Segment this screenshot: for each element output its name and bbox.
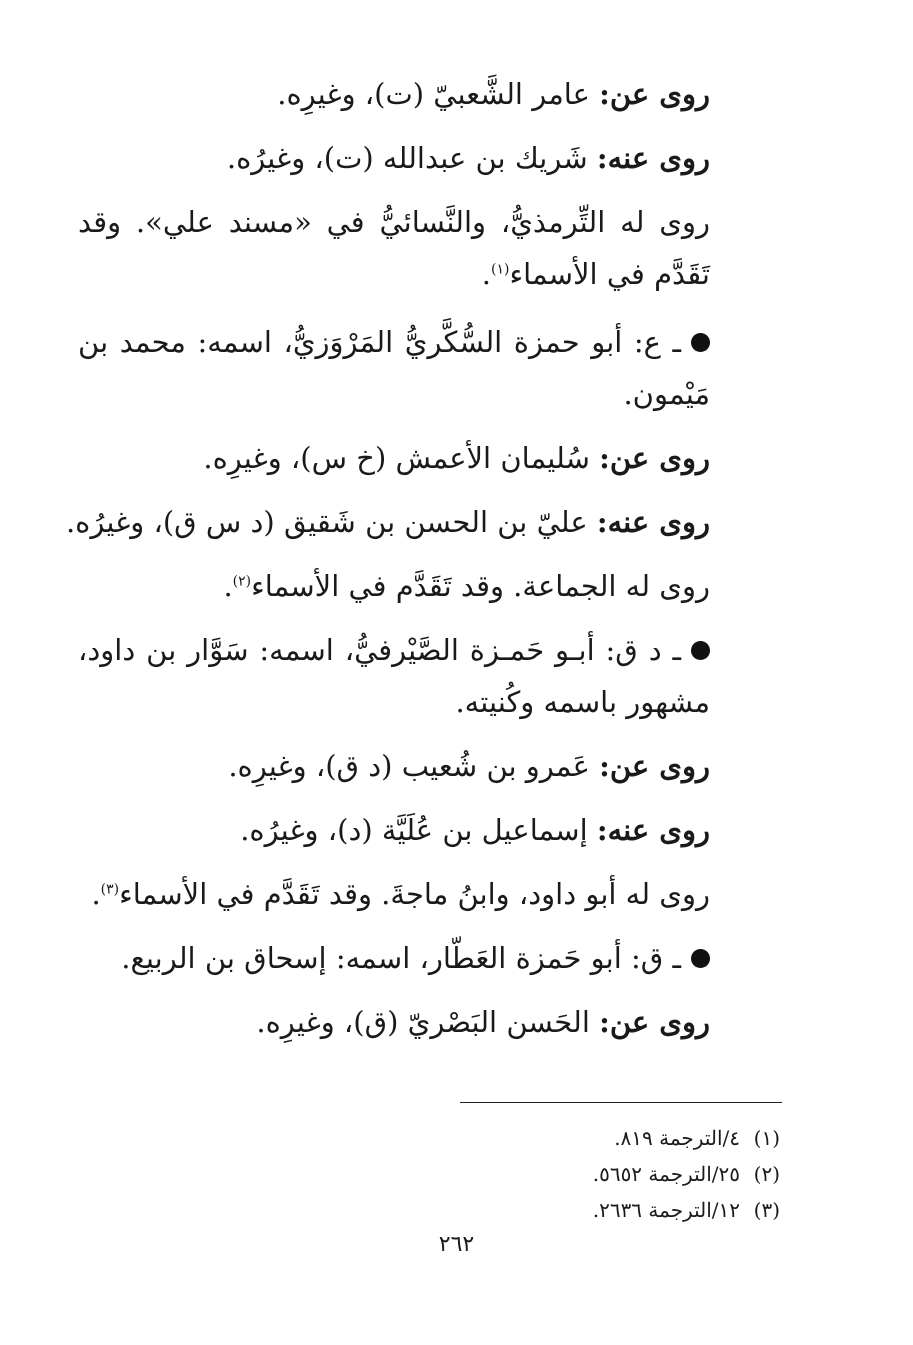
entry-heading [78,624,780,728]
narrated-from-line [78,734,780,798]
narrated-by-line [78,798,780,862]
narrated-by-line [78,126,780,190]
narrated-by-text: شَريك بن عبدالله (ت)، وغيرُه. [226,141,597,175]
reported-by-paragraph [78,196,780,300]
paragraph-end-mark: . [223,569,233,603]
footnote-number: (١) [753,1126,780,1150]
narrated-by-label: روى عنه: [596,813,710,847]
narrated-from-text: سُليمان الأعمش (خ س)، وغيرِه. [203,441,600,475]
footnote-item [380,1192,780,1228]
bullet-icon [691,333,710,352]
narrated-by-label: روى عنه: [596,505,710,539]
entry-heading [78,316,780,420]
footnote-ref: (٢) [232,573,252,590]
entry-heading [78,926,780,990]
narrated-from-line [78,426,780,490]
footnote-text: ١٢/الترجمة ٢٦٣٦. [592,1198,740,1222]
footnote-ref: (٣) [100,881,120,898]
entry-heading-text: ـ ع: أبو حمزة السُّكَّريُّ المَرْوَزيُّ، اسمه: محمد بن مَيْمون. [78,325,710,411]
narrated-from-line [78,990,780,1054]
reported-by-text: روى له الجماعة. وقد تَقَدَّم في الأسماء [251,569,710,603]
reported-by-text: روى له أبو داود، وابنُ ماجةَ. وقد تَقَدَّم في الأسماء [119,877,710,911]
narrated-from-text: عامر الشَّعبيّ (ت)، وغيرِه. [277,77,600,111]
entry-heading-text: ـ ق: أبو حَمزة العَطّار، اسمه: إسحاق بن الربيع. [121,941,681,975]
footnote-divider [460,1102,782,1103]
footnote-ref: (١) [491,261,510,278]
footnote-item [380,1120,780,1156]
narrated-from-line [78,62,780,126]
footnote-item [380,1156,780,1192]
bullet-icon [691,949,710,968]
footnote-text: ٢٥/الترجمة ٥٦٥٢. [592,1162,740,1186]
entry-heading-text: ـ د ق: أبـو حَمـزة الصَّيْرفيُّ، اسمه: سَوَّار بن داود، مشهور باسمه وكُنيته. [78,633,710,719]
narrated-from-label: روى عن: [599,441,710,475]
footnote-text: ٤/الترجمة ٨١٩. [614,1126,740,1150]
narrated-from-label: روى عن: [599,1005,710,1039]
page-body [65,62,780,1054]
paragraph-end-mark: . [481,257,491,291]
narrated-by-line [65,490,780,554]
reported-by-text: روى له التِّرمذيُّ، والنَّسائيُّ في «مسند علي». وقد تَقَدَّم في الأسماء [78,205,710,291]
paragraph-end-mark: . [91,877,101,911]
narrated-by-label: روى عنه: [596,141,710,175]
narrated-from-text: عَمرو بن شُعيب (د ق)، وغيرِه. [228,749,600,783]
narrated-from-text: الحَسن البَصْريّ (ق)، وغيرِه. [256,1005,600,1039]
reported-by-line [78,862,780,926]
footnote-number: (٢) [753,1162,780,1186]
footnotes [380,1120,780,1228]
narrated-by-text: عليّ بن الحسن بن شَقيق (د س ق)، وغيرُه. [65,505,597,539]
footnote-number: (٣) [753,1198,780,1222]
narrated-from-label: روى عن: [599,77,710,111]
narrated-from-label: روى عن: [599,749,710,783]
bullet-icon [691,641,710,660]
reported-by-line [78,554,780,618]
narrated-by-text: إسماعيل بن عُلَيَّة (د)، وغيرُه. [240,813,597,847]
page-number: ٢٦٢ [438,1232,475,1257]
